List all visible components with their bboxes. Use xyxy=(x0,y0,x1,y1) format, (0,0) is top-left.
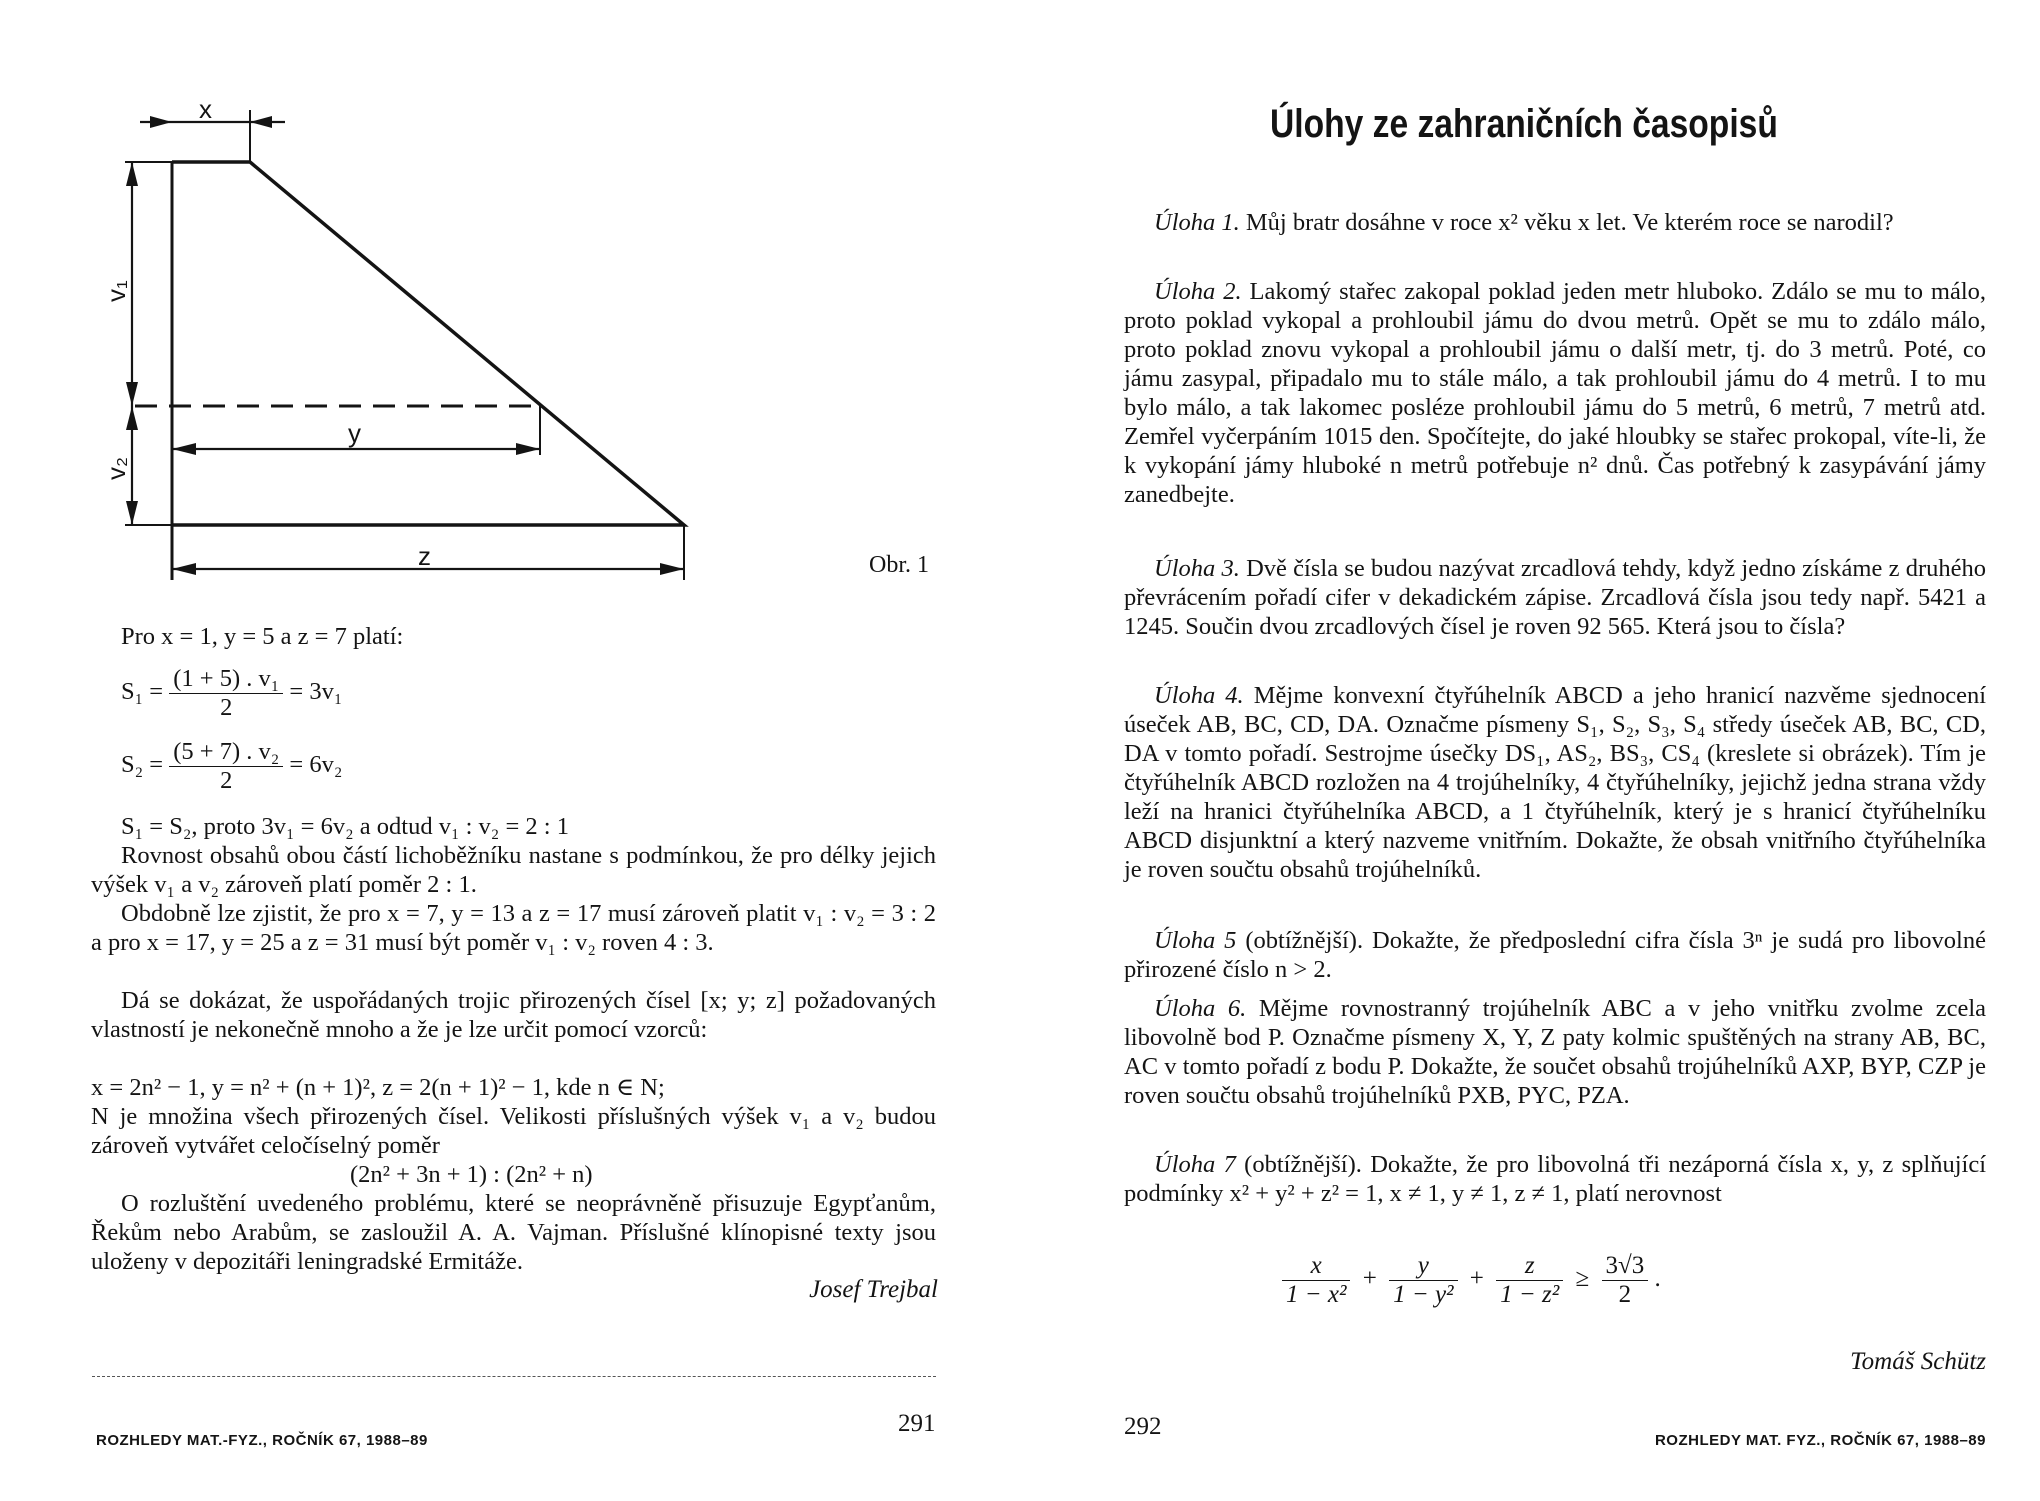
task-5-text: (obtížnější). Dokažte, že předposlední cifra čísla 3ⁿ je sudá pro libovolné přirozené číslo n > 2. xyxy=(1124,927,1986,983)
task-2-text: Lakomý stařec zakopal poklad jeden metr hluboko. Zdálo se mu to málo, proto poklad vykopal a prohloubil jámu do dvou metrů. Opět se mu to zdálo málo, proto poklad znovu vykopal a prohloubil jámu o další metr, tj. do 3 metrů. Poté, co jámu zasypal, připadalo mu to stále málo, a tak prohloubil jámu do 4 metrů. I to mu bylo málo, a tak lakomec posléze prohloubil jámu do 5 metrů, 6 metrů, 7 metrů atd. Zemřel vyčerpáním 1015 den. Spočítejte, do jaké hloubky se stařec prokopal, víte-li, že k vykopání jámy hluboké n metrů potřebuje n² dnů. Čas potřebný k zasypávání jámy zanedbejte. xyxy=(1124,278,1987,508)
ineq-geq: ≥ xyxy=(1575,1265,1590,1293)
task-3-text: Dvě čísla se budou nazývat zrcadlová tehdy, když jedno získáme z druhého převrácením pořadí cifer v dekadickém zápise. Zrcadlová čísla jsou tedy např. 5421 a 1245. Součin dvou zrcadlových čísel je roven 92 565. Která jsou to čísla? xyxy=(1124,555,1987,640)
equality-line: S₁ = S₂, proto 3v₁ = 6v₂ a odtud v₁ : v₂ = 2 : 1 xyxy=(121,813,569,840)
task-1-label: Úloha 1. xyxy=(1154,209,1240,236)
ineq-rhs-den: 2 xyxy=(1618,1281,1632,1308)
s2-fraction xyxy=(169,738,283,795)
ineq-y-num: y xyxy=(1389,1252,1457,1281)
task-4-label: Úloha 4. xyxy=(1154,682,1244,709)
paragraph-da: Dá se dokázat, že uspořádaných trojic přirozených čísel [x; y; z] požadovaných vlastností je nekonečně mnoho a že je lze určit pomocí vzorců: xyxy=(91,987,936,1043)
ineq-x-num: x xyxy=(1282,1252,1350,1281)
section-title: Úlohy ze zahraničních časopisů xyxy=(1270,102,1778,146)
paragraph-obdobne: Obdobně lze zjistit, že pro x = 7, y = 13 a z = 17 musí zároveň platit v₁ : v₂ = 3 : 2 a pro x = 17, y = 25 a z = 31 musí být poměr v₁ : v₂ roven 4 : 3. xyxy=(91,900,936,956)
ineq-end: . xyxy=(1654,1265,1661,1293)
right-page xyxy=(1020,0,2040,1501)
label-v1: v₁ xyxy=(101,280,131,302)
task-6-text: Mějme rovnostranný trojúhelník ABC a v jeho vnitřku zvolme zcela libovolně bod P. Označme písmeny X, Y, Z paty kolmic spuštěných na strany AB, BC, AC v tomto pořadí z bodu P. Dokažte, že součet obsahů trojúhelníků AXP, BYP, CZP je roven součtu obsahů trojúhelníků PXB, PYC, PZA. xyxy=(1124,995,1986,1109)
task-3-label: Úloha 3. xyxy=(1154,555,1240,582)
ineq-fraction-z xyxy=(1496,1252,1563,1309)
equation-s2 xyxy=(121,738,342,795)
footer-journal-left: ROZHLEDY MAT.-FYZ., ROČNÍK 67, 1988–89 xyxy=(96,1432,428,1449)
page-number-right: 292 xyxy=(1124,1413,1162,1440)
s1-numerator: (1 + 5) . v₁ xyxy=(169,665,283,694)
ineq-rhs-num: 3√3 xyxy=(1602,1252,1649,1281)
s2-denominator: 2 xyxy=(220,767,233,794)
task-1-text: Můj bratr dosáhne v roce x² věku x let. Ve kterém roce se narodil? xyxy=(1239,209,1894,236)
task-4-text: Mějme konvexní čtyřúhelník ABCD a jeho hranicí nazvěme sjednocení úseček AB, BC, CD, DA. Označme písmeny S₁, S₂, S₃, S₄ středy úseček AB, BC, CD, DA v tomto pořadí. Sestrojme úsečky DS₁, AS₂, BS₃, CS₄ (kreslete si obrázek). Tím je čtyřúhelník ABCD rozložen na 4 trojúhelníky, 4 čtyřúhelníky, jejichž jedna strana vždy leží na hranici čtyřúhelníka ABCD, a 1 čtyřúhelník, který je s hranicí čtyřúhelníku ABCD disjunktní a který nazveme vnitřním. Dokažte, že obsah vnitřního čtyřúhelníka je roven součtu obsahů trojúhelníků. xyxy=(1124,682,1986,883)
ineq-y-den: 1 − y² xyxy=(1393,1281,1454,1308)
paragraph-rozlusteni: O rozluštění uvedeného problému, které se neoprávněně přisuzuje Egypťanům, Řekům nebo Arabům, se zasloužil A. A. Vajman. Příslušné klínopisné texty jsou uloženy v depozitáři leningradské Ermitáže. xyxy=(91,1190,936,1275)
signature-schutz: Tomáš Schütz xyxy=(1850,1348,1986,1375)
task-5 xyxy=(1124,926,1986,984)
ineq-plus-2: + xyxy=(1469,1265,1484,1293)
s2-rhs: = 6v₂ xyxy=(289,751,343,779)
task-2-label: Úloha 2. xyxy=(1154,278,1242,305)
ratio-line: (2n² + 3n + 1) : (2n² + n) xyxy=(350,1161,593,1188)
label-x: x xyxy=(199,94,212,124)
label-y: y xyxy=(348,418,361,448)
task-2 xyxy=(1124,277,1986,509)
s1-lhs: S₁ = xyxy=(121,678,164,706)
equation-s1 xyxy=(121,665,342,722)
ineq-z-den: 1 − z² xyxy=(1500,1281,1560,1308)
ineq-x-den: 1 − x² xyxy=(1286,1281,1347,1308)
footer-journal-right: ROZHLEDY MAT. FYZ., ROČNÍK 67, 1988–89 xyxy=(1654,1432,1986,1449)
s1-denominator: 2 xyxy=(220,694,233,721)
ineq-fraction-rhs xyxy=(1602,1252,1649,1309)
formula-line: x = 2n² − 1, y = n² + (n + 1)², z = 2(n + 1)² − 1, kde n ∈ N; xyxy=(91,1074,665,1101)
s1-fraction xyxy=(169,665,283,722)
inequality xyxy=(1282,1252,1661,1309)
task-4 xyxy=(1124,681,1986,884)
s2-lhs: S₂ = xyxy=(121,751,164,779)
intro-line: Pro x = 1, y = 5 a z = 7 platí: xyxy=(121,623,404,650)
page-number-left: 291 xyxy=(898,1410,936,1437)
task-5-label: Úloha 5 xyxy=(1154,927,1237,954)
ineq-fraction-x xyxy=(1282,1252,1350,1309)
s2-numerator: (5 + 7) . v₂ xyxy=(169,738,283,767)
paragraph-n: N je množina všech přirozených čísel. Velikosti příslušných výšek v₁ a v₂ budou zároveň vytvářet celočíselný poměr xyxy=(91,1103,936,1159)
trapezoid-figure xyxy=(0,0,1020,600)
ineq-plus-1: + xyxy=(1362,1265,1377,1293)
label-z: z xyxy=(418,541,431,571)
ineq-fraction-y xyxy=(1389,1252,1457,1309)
task-7-text: (obtížnější). Dokažte, že pro libovolná tři nezáporná čísla x, y, z splňující podmínky x² + y² + z² = 1, x ≠ 1, y ≠ 1, z ≠ 1, platí nerovnost xyxy=(1124,1151,1987,1207)
task-7-label: Úloha 7 xyxy=(1154,1151,1236,1178)
task-3 xyxy=(1124,554,1986,641)
signature-trejbal: Josef Trejbal xyxy=(809,1276,938,1303)
footer-rule xyxy=(92,1376,936,1377)
task-7 xyxy=(1124,1150,1986,1208)
task-6-label: Úloha 6. xyxy=(1154,995,1247,1022)
s1-rhs: = 3v₁ xyxy=(289,678,343,706)
figure-caption: Obr. 1 xyxy=(869,552,929,578)
paragraph-rovnost: Rovnost obsahů obou částí lichoběžníku nastane s podmínkou, že pro délky jejich výšek v₁ a v₂ zároveň platí poměr 2 : 1. xyxy=(91,842,936,898)
task-6 xyxy=(1124,994,1986,1110)
label-v2: v₂ xyxy=(101,456,131,480)
ineq-z-num: z xyxy=(1496,1252,1563,1281)
task-1 xyxy=(1124,208,1986,237)
